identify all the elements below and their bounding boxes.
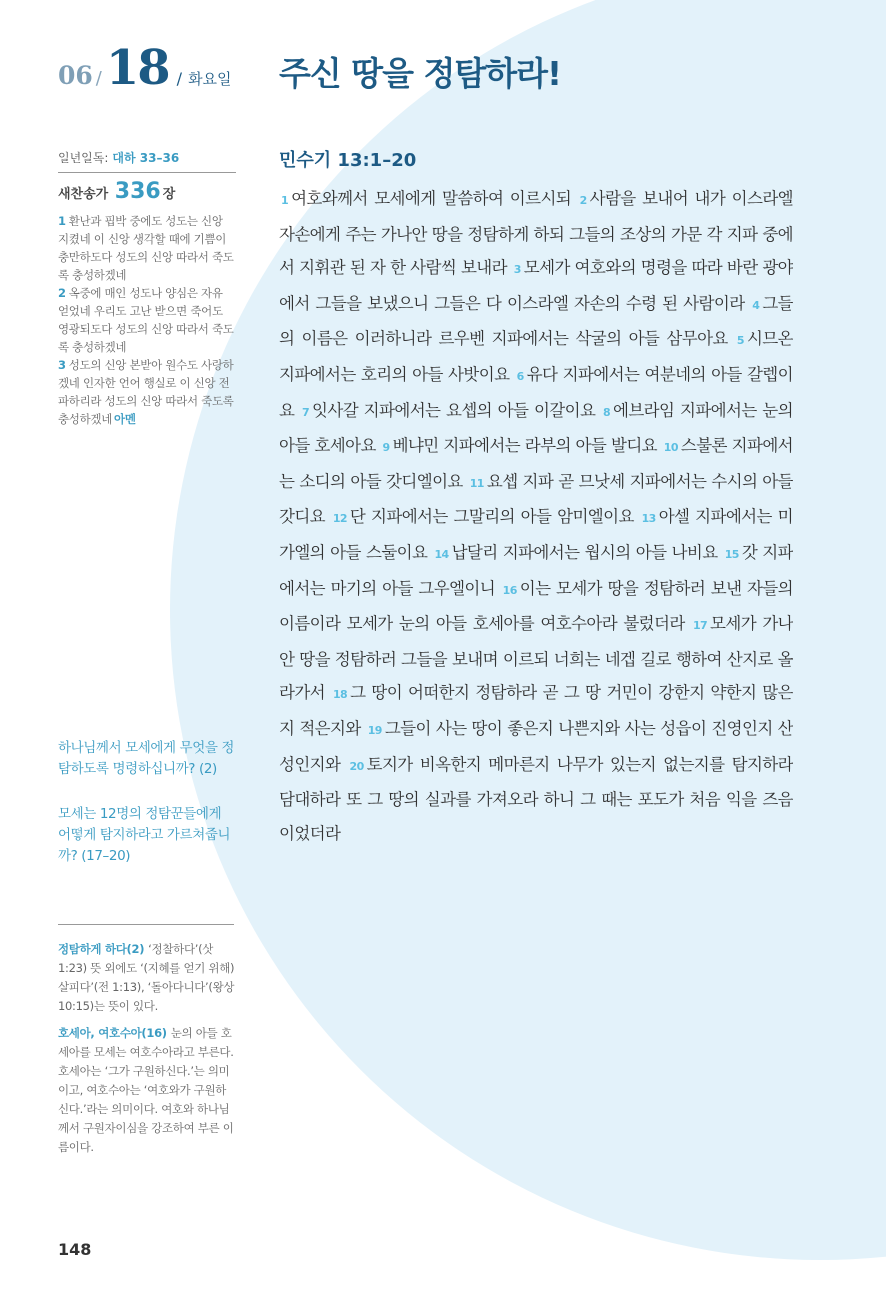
- verse-number: 19: [367, 723, 382, 737]
- verse-number: 5: [736, 334, 744, 348]
- verse-text: 토지가 비옥한지 메마른지 나무가 있는지 없는지를 탐지하라 담대하라 또 그 땅의 실과를 가져오라 하니 그 때는 포도가 처음 익을 즈음이었더라: [279, 754, 793, 843]
- verse-text: 이는 모세가 땅을 정탐하러 보낸 자들의 이름이라 모세가 눈의 아들 호세아를 여호수아라 불렀더라: [279, 578, 793, 634]
- verse-number: 20: [349, 759, 364, 773]
- date-separator: /: [176, 69, 183, 88]
- note-term: 정탐하게 하다(2): [58, 942, 145, 956]
- verse-number: 10: [663, 441, 678, 455]
- verse-text: 갓 지파에서는 마기의 아들 그우엘이니: [279, 542, 793, 598]
- date-separator: /: [95, 68, 102, 89]
- question-item: 모세는 12명의 정탐꾼들에게 어떻게 탐지하라고 가르쳐줍니까? (17–20): [58, 806, 231, 864]
- verse-text: 베냐민 지파에서는 라부의 아들 발디요: [392, 436, 662, 456]
- word-notes: [58, 940, 236, 1165]
- verse-text: 아셀 지파에서는 미가엘의 아들 스둘이요: [279, 507, 793, 562]
- amen-label: 아멘: [114, 412, 136, 426]
- hymn-verse-number: 2: [58, 286, 66, 300]
- note-item: [58, 1024, 236, 1157]
- verse-text: 잇사갈 지파에서는 요셉의 아들 이갈이요: [312, 400, 601, 420]
- annual-reading-value: 대하 33–36: [112, 151, 180, 165]
- verse-text: 스불론 지파에서는 소디의 아들 갓디엘이요: [279, 436, 793, 491]
- verse-text: 사람을 보내어 내가 이스라엘 자손에게 주는 가나안 땅을 정탐하게 하되 그들의 조상의 가문 각 지파 중에서 지휘관 된 자 한 사람씩 보내라: [279, 189, 793, 278]
- hymn-verse: [58, 212, 236, 284]
- verse-text: 시므온 지파에서는 호리의 아들 사밧이요: [279, 329, 793, 384]
- verse-number: 13: [641, 512, 656, 526]
- verse-number: 17: [692, 619, 708, 633]
- question-item: 하나님께서 모세에게 무엇을 정탐하도록 명령하십니까? (2): [58, 740, 235, 777]
- hymn-verse: [58, 356, 236, 428]
- verse-number: 6: [516, 369, 524, 383]
- verse-text: 그들의 이름은 이러하니라 르우벤 지파에서는 삭굴의 아들 삼무아요: [279, 293, 793, 349]
- hymn-suffix: 장: [162, 187, 176, 202]
- verse-text: 요셉 지파 곧 므낫세 지파에서는 수시의 아들 갓디요: [279, 471, 793, 527]
- divider: [58, 172, 236, 173]
- sidebar: [58, 148, 236, 428]
- date-month: 06: [58, 61, 93, 90]
- verse-text: 그들이 사는 땅이 좋은지 나쁜지와 사는 성읍이 진영인지 산성인지와: [279, 718, 793, 774]
- hymn-verse-number: 3: [58, 358, 66, 372]
- divider: [58, 924, 234, 925]
- verse-number: 12: [332, 512, 347, 526]
- verse-text: 여호와께서 모세에게 말씀하여 이르시되: [291, 189, 578, 208]
- note-term: 호세아, 여호수아(16): [58, 1026, 167, 1040]
- hymn-heading: [58, 177, 236, 210]
- verse-number: 7: [301, 405, 310, 419]
- verse-number: 16: [502, 583, 517, 597]
- verse-text: 단 지파에서는 그말리의 아들 암미엘이요: [349, 507, 640, 527]
- verse-number: 4: [752, 298, 760, 312]
- date-header: [58, 40, 232, 96]
- verse-text: 유다 지파에서는 여분네의 아들 갈렙이요: [279, 364, 793, 420]
- verse-text: 모세가 가나안 땅을 정탐하러 그들을 보내며 이르되 너희는 네겝 길로 행하여 산지로 올라가서: [279, 614, 793, 703]
- note-item: [58, 940, 236, 1016]
- date-day: 18: [105, 40, 169, 96]
- verse-number: 15: [724, 547, 739, 561]
- note-text: ‘정찰하다’(삿 1:23) 뜻 외에도 ‘(지혜를 얻기 위해) 살피다’(전 1:13), ‘돌아다니다’(왕상 10:15)는 뜻이 있다.: [58, 942, 235, 1013]
- verse-number: 18: [332, 688, 348, 702]
- verse-text: 에브라임 지파에서는 눈의 아들 호세아요: [279, 400, 793, 456]
- date-weekday: 화요일: [188, 70, 232, 88]
- meditation-questions: [58, 738, 236, 891]
- hymn-verse: [58, 284, 236, 356]
- hymn-verse-text: 환난과 핍박 중에도 성도는 신앙 지켰네 이 신앙 생각할 때에 기쁨이 충만하도다 성도의 신앙 따라서 죽도록 충성하겠네: [58, 214, 234, 282]
- verse-text: 그 땅이 어떠한지 정탐하라 곧 그 땅 거민이 강한지 약한지 많은지 적은지와: [279, 683, 793, 738]
- page-title: 주신 땅을 정탐하라!: [279, 54, 562, 93]
- hymn-lyrics: [58, 212, 236, 428]
- verse-number: 9: [382, 441, 390, 455]
- verse-text: 모세가 여호와의 명령을 따라 바란 광야에서 그들을 보냈으니 그들은 다 이스라엘 자손의 수령 된 사람이라: [279, 258, 793, 313]
- annual-reading-label: 일년일독:: [58, 151, 109, 165]
- verse-number: 8: [602, 405, 610, 419]
- hymn-verse-text: 옥중에 매인 성도나 양심은 자유 얻었네 우리도 고난 받으면 죽어도 영광되도다 성도의 신앙 따라서 죽도록 충성하겠네: [58, 286, 234, 354]
- hymn-verse-number: 1: [58, 214, 66, 228]
- hymn-number: 336: [114, 179, 161, 204]
- hymn-prefix: 새찬송가: [58, 187, 109, 202]
- verse-number: 2: [579, 194, 587, 207]
- verse-number: 3: [513, 263, 521, 277]
- scripture-text: [279, 182, 793, 850]
- verse-text: 납달리 지파에서는 웝시의 아들 나비요: [451, 542, 723, 562]
- hymn-verse-text: 성도의 신앙 본받아 원수도 사랑하겠네 인자한 언어 행실로 이 신앙 전파하리라 성도의 신앙 따라서 죽도록 충성하겠네: [58, 358, 234, 426]
- verse-number: 11: [469, 476, 484, 490]
- verse-number: 1: [281, 194, 289, 207]
- verse-number: 14: [434, 547, 449, 561]
- annual-reading: [58, 148, 236, 172]
- scripture-reference: 민수기 13:1–20: [279, 150, 417, 171]
- note-text: 눈의 아들 호세아를 모세는 여호수아라고 부른다. 호세아는 ‘그가 구원하신다.’는 의미이고, 여호수아는 ‘여호와가 구원하신다.’라는 의미이다. 여호와 하나님께서 구원자이심을 강조하여 부른 이름이다.: [58, 1026, 234, 1154]
- page-number: 148: [58, 1240, 92, 1259]
